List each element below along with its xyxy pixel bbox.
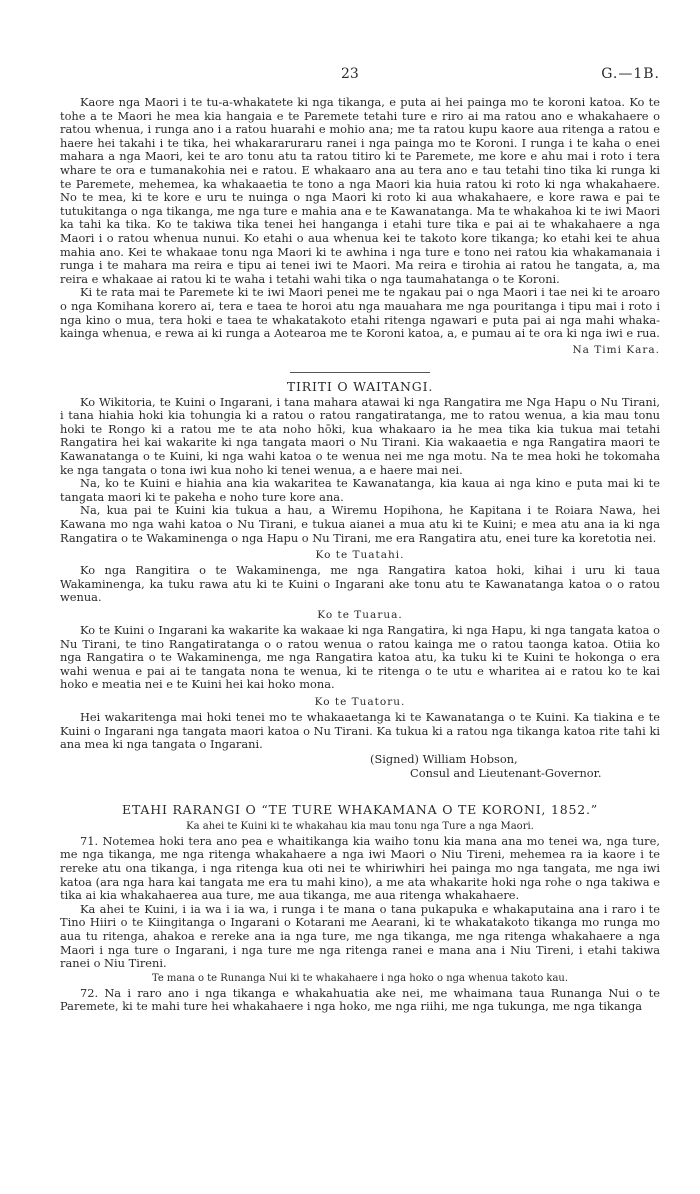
treaty-title: TIRITI O WAITANGI. (286, 378, 434, 394)
treaty-signature-block (370, 752, 660, 780)
article-2-text: Ko te Kuini o Ingarani ka wakarite ka wakaae ki nga Rangatira, ki nga Hapu, ki nga tangata katoa o Nu Tirani, te tino Rangatiratanga o o ratou wenua o ratou kainga me o ratou taonga katoa. Otiia ko nga Rangatira o te Wakaminenga, me nga Rangatira katoa atu, ka tuku ki te Kuini te hokonga o era wahi wenua e pai ai te tangata nona te wenua, ki te ritenga o te utu e wharitea ai e ratou ko te kai hoko e meatia nei e te Kuini hei kai hoko mona. (60, 623, 660, 692)
article-2-heading: Ko te Tuarua. (317, 609, 403, 621)
document-code: G.—1B. (601, 66, 660, 82)
article-1-heading: Ko te Tuatahi. (315, 549, 405, 562)
page-header (60, 66, 660, 86)
article-1-text: Ko nga Rangitira o te Wakaminenga, me nga Rangatira katoa hoki, kihai i uru ki taua Wakaminenga, ka tuku rawa atu ki te Kuini o Ingarani ake tonu atu te Kawanatanga katoa o o ratou wenua. (60, 563, 660, 605)
section-71-continued: Ka ahei te Kuini, i ia wa i ia wa, i runga i te mana o tana pukapuka e whakaputaina ana i raro i te Tino Hiiri o te Kiingitanga o Ingarani o Kotarani me Aearani, ki te whakatakoto tikanga mo runga mo aua tu ritenga, ahakoa e rereke ana ia nga ture, me nga tikanga, me nga ritenga whakahaere a nga Maori i nga ture o Ingarani, i nga ture me nga ritenga ranei e mana ana i Niu Tireni, i etahi takiwa ranei o Niu Tireni. (60, 901, 660, 971)
opening-signature: Na Timi Kara. (572, 343, 660, 356)
treaty-paragraph-3: Na, kua pai te Kuini kia tukua a hau, a Wiremu Hopihona, he Kapitana i te Roiara Nawa, hei Kawana mo nga wahi katoa o Nu Tirani, e tukua aianei a mua atu ki te Kuini; e mea atu ana ia ki nga Rangatira o te Wakaminenga o nga Hapu o Nu Tirani, me era Rangatira atu, enei ture ka koretotia nei. (60, 503, 660, 545)
opening-paragraph-1: Kaore nga Maori i te tu-a-whakatete ki nga tikanga, e puta ai hei painga mo te koroni katoa. Ko te tohe a te Maori he mea kia hangaia e te Paremete tetahi ture e riro ai ma ratou ano e whakahaere o ratou whenua, i runga ano i a ratou huarahi e mohio ana; me ta ratou kupu kaore aua ritenga a ratou e haere hei takahi i te tika, hei whakararuraru ranei i nga painga mo te Koroni. I runga i te kaha o enei mahara a nga Maori, kei te aro tonu atu ta ratou titiro ki te Paremete, me kore e ahu mai i roto i tera whare te ora e tumanakohia nei e ratou. E whakaaro ana au tera ano e tau tetahi tino tika ki runga ki te Paremete, mehemea, ka whakaaetia te tono a nga Maori kia huia ratou ki roto ki nga whakahaere. No te mea, ki te kore e uru te nuinga o nga Maori ki roto ki aua whakahaere, e kore rawa e pai te tutukitanga o nga tikanga, me nga ture e mahia ana e te Kawanatanga. Ma te whakahoa ki te iwi Maori ka tahi ka tika. Ko te takiwa tika tenei hei hanganga i etahi ture tika e pai ai te whakahaere a nga Maori i o ratou whenua nunui. Ko etahi o aua whenua kei te takoto kore tikanga; ko etahi kei te ahua mahia ano. Kei te whakaae tonu nga Maori ki te awhina i nga ture e tono nei ratou kia whakamanaia i runga i te mahara ma reira e tipu ai tenei iwi te Maori. Ma reira e tirohia ai ratou he tangata, a, ma reira e whakaae ai ratou ki te waha i tetahi wahi tika o nga taumahatanga o te Koroni. (60, 95, 660, 286)
section-71: 71. Notemea hoki tera ano pea e whaitikanga kia waiho tonu kia mana ana mo tenei wa, nga ture, me nga tikanga, me nga ritenga whakahaere a nga iwi Maori o Niu Tireni, mehemea ra ia kaore i te rereke atu ona tikanga, i nga ritenga kua oti nei te whiriwhiri hei painga mo nga tangata, me nga iwi katoa (ara nga hara kai tangata me era tu mahi kino), a me ata whakarite hoki nga rohe o nga takiwa e tika ai kia whakahaerea aua ture, me aua tikanga, me aua ritenga whakahaere. (60, 833, 660, 903)
treaty-signed-title: Consul and Lieutenant-Governor. (410, 765, 602, 780)
treaty-paragraph-2: Na, ko te Kuini e hiahia ana kia wakaritea te Kawanatanga, kia kaua ai nga kino e puta mai ki te tangata maori ki te pakeha e noho ture kore ana. (60, 476, 660, 504)
treaty-paragraph-1: Ko Wikitoria, te Kuini o Ingarani, i tana mahara atawai ki nga Rangatira me Nga Hapu o Nu Tirani, i tana hiahia hoki kia tohungia ki a ratou o ratou rangatiratanga, me to ratou wenua, a kia mau tonu hoki te Rongo ki a ratou me te ata noho hōki, kua whakaaro ia he mea tika kia tukua mai tetahi Rangatira hei kai wakarite ki nga tangata maori o Nu Tirani. Kia wakaaetia e nga Rangatira maori te Kawanatanga o te Kuini, ki nga wahi katoa o te wenua nei me nga motu. Na te mea hoki he tokomaha ke nga tangata o tona iwi kua noho ki tenei wenua, a e haere mai nei. (60, 394, 660, 477)
article-3-text: Hei wakaritenga mai hoki tenei mo te whakaaetanga ki te Kawanatanga o te Kuini. Ka tiakina e te Kuini o Ingarani nga tangata maori katoa o Nu Tirani. Ka tukua ki a ratou nga tikanga katoa rite tahi ki ana mea ki nga tangata o Ingarani. (60, 709, 660, 752)
act-title: ETAHI RARANGI O “TE TURE WHAKAMANA O TE KORONI, 1852.” (122, 801, 598, 817)
act-note-1: Ka ahei te Kuini ki te whakahau kia mau tonu nga Ture a nga Maori. (186, 820, 534, 832)
opening-paragraph-2: Ki te rata mai te Paremete ki te iwi Maori penei me te ngakau pai o nga Maori i tae nei ki te aroaro o nga Komihana korero ai, tera e taea te horoi atu nga mauahara me nga pouritanga i tipu mai i roto i nga kino o mua, tera hoki e taea te whakatakoto etahi ritenga ngawari e puta pai ai nga mahi whaka-kainga whenua, e rewa ai ki runga a Aotearoa me te Koroni katoa, a, e pumau ai te ora ki nga iwi e rua. (60, 285, 660, 341)
treaty-signed-line: (Signed) William Hobson, (370, 751, 518, 766)
act-note-2: Te mana o te Runanga Nui ki te whakahaere i nga hoko o nga whenua takoto kau. (151, 972, 569, 984)
section-72: 72. Na i raro ano i nga tikanga e whakahuatia ake nei, me whaimana taua Runanga Nui o te Paremete, ki te mahi ture hei whakahaere i nga hoko, me nga riihi, me nga tukunga, me nga tikanga (60, 985, 660, 1014)
article-3-heading: Ko te Tuatoru. (314, 695, 406, 708)
page-number: 23 (341, 66, 359, 82)
section-divider (290, 372, 430, 373)
page-body (60, 96, 660, 1014)
